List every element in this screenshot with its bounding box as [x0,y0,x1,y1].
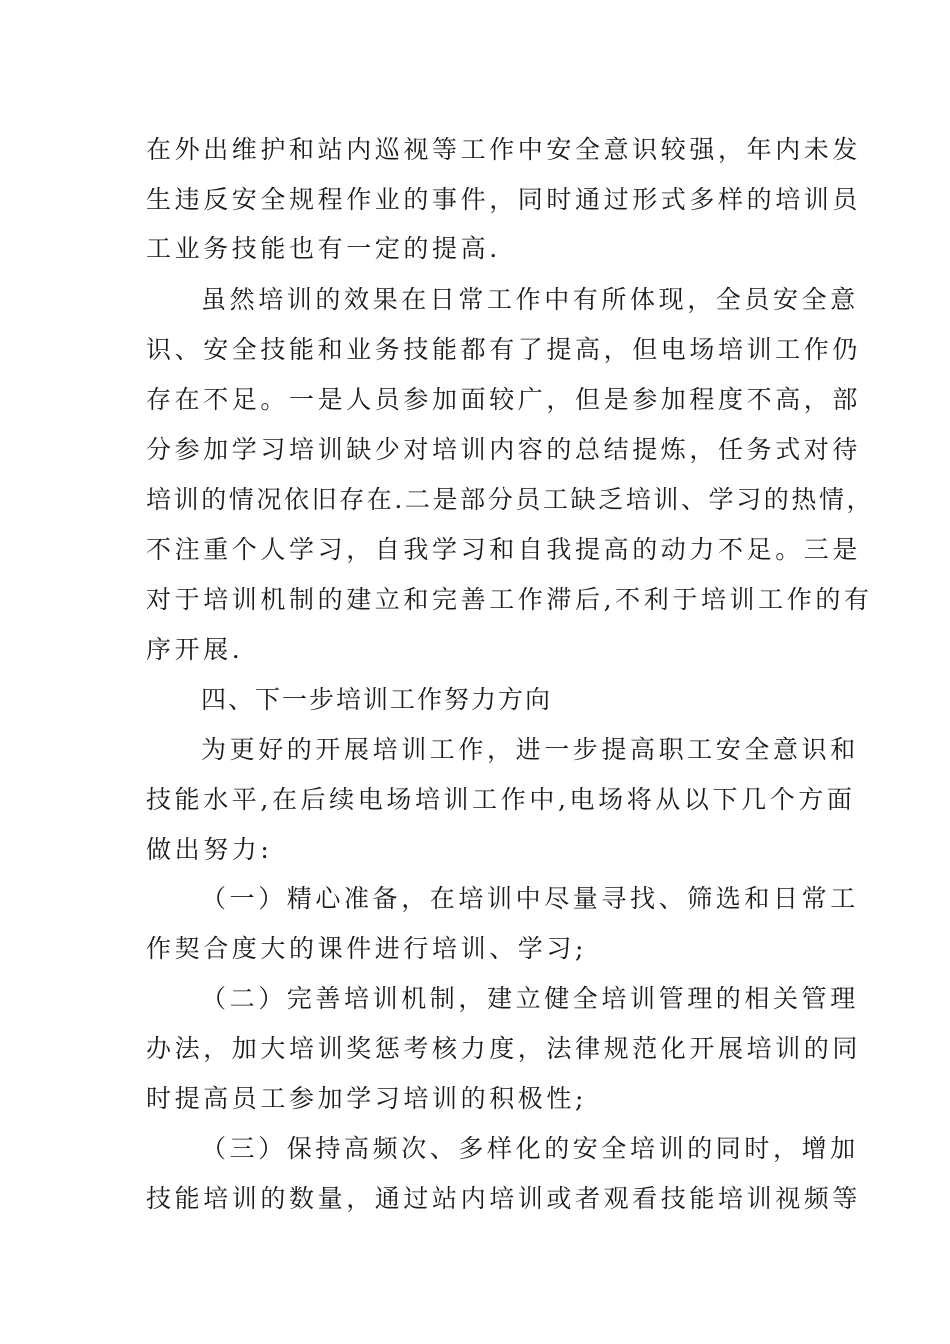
text-line: 生违反安全规程作业的事件，同时通过形式多样的培训员 [146,185,862,214]
text-line: 作契合度大的课件进行培训、学习; [146,934,588,963]
text-line: 时提高员工参加学习培训的积极性; [146,1084,588,1113]
list-item: （二）完善培训机制，建立健全培训管理的相关管理 [201,984,859,1013]
text-line: 不注重个人学习，自我学习和自我提高的动力不足。三是 [146,535,862,564]
text-line: 技能培训的数量，通过站内培训或者观看技能培训视频等 [146,1184,862,1213]
list-item: （三）保持高频次、多样化的安全培训的同时，增加 [201,1134,859,1163]
text-line: 工业务技能也有一定的提高. [146,234,501,263]
text-line: 识、安全技能和业务技能都有了提高，但电场培训工作仍 [146,335,862,364]
section-heading: 四、下一步培训工作努力方向 [201,685,553,714]
text-line: 分参加学习培训缺少对培训内容的总结提炼，任务式对待 [146,435,862,464]
list-item: （一）精心准备，在培训中尽量寻找、筛选和日常工 [201,884,859,913]
text-line: 办法，加大培训奖惩考核力度，法律规范化开展培训的同 [146,1034,862,1063]
text-line: 序开展. [146,635,244,664]
text-line: 做出努力: [146,835,273,864]
text-line: 为更好的开展培训工作，进一步提高职工安全意识和 [201,735,859,764]
text-line: 虽然培训的效果在日常工作中有所体现，全员安全意 [201,285,859,314]
text-line: 技能水平,在后续电场培训工作中,电场将从以下几个方面 [146,785,856,814]
text-line: 存在不足。一是人员参加面较广，但是参加程度不高，部 [146,385,862,414]
text-line: 在外出维护和站内巡视等工作中安全意识较强，年内未发 [146,135,862,164]
text-line: 培训的情况依旧存在.二是部分员工缺乏培训、学习的热情， [146,485,875,514]
text-line: 对于培训机制的建立和完善工作滞后,不利于培训工作的有 [146,585,873,614]
